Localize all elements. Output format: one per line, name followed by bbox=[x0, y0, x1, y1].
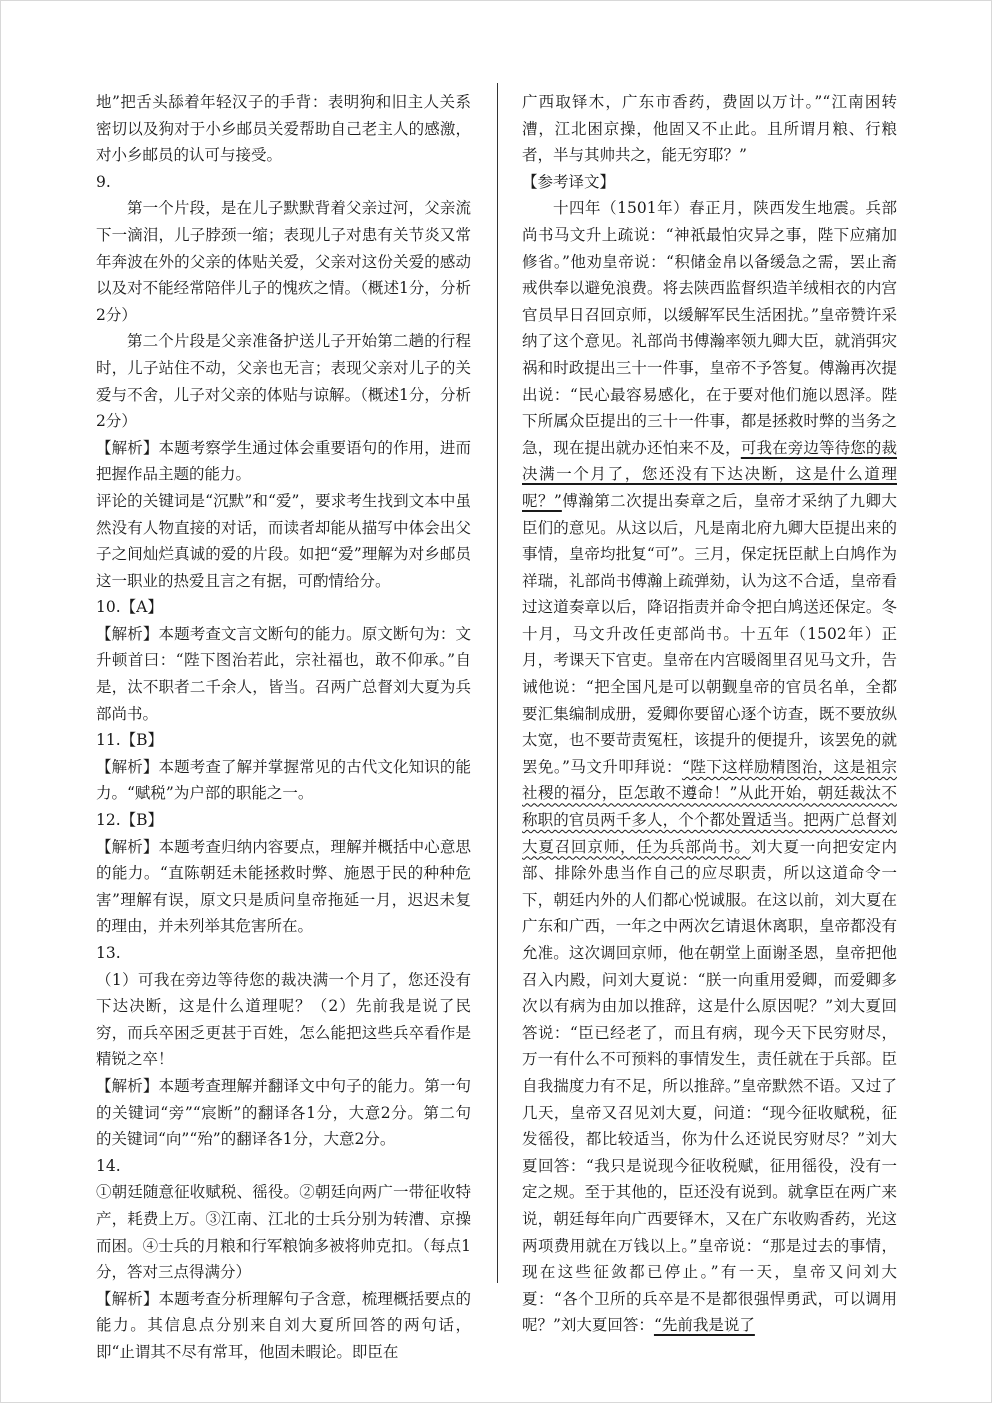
left-column bbox=[96, 89, 471, 1366]
left-para-13: （1）可我在旁边等待您的裁决满一个月了，您还没有下达决断，这是什么道理呢？（2）先前我是说了民穷，而兵卒困乏更甚于百姓，怎么能把这些兵卒看作是精锐之卒！ bbox=[96, 970, 471, 1069]
reference-translation-heading: 【参考译文】 bbox=[522, 172, 616, 191]
translation-text-a: 十四年（1501年）春正月，陕西发生地震。兵部尚书马文升上疏说：“神祇最怕灾异之事，陛下应痛加修省。”他劝皇帝说：“积储金帛以备缓急之需，罢止斋戒供奉以避免浪费。将去陕西监督织造羊绒相衣的内宫官员早日召回京师，以缓解军民生活困扰。”皇帝赞许采纳了这个意见。礼部尚书傅瀚率领九卿大臣，就消弭灾祸和时政提出三十一件事，皇帝不予答复。傅瀚再次提出说：“民心最容易感化，在于要对他们施以恩泽。陛下所属众臣提出的三十一件事，都是拯救时弊的当务之急，现在提出就办还怕来不及， bbox=[522, 199, 897, 457]
column-divider bbox=[497, 83, 498, 1283]
left-para-1: 9. bbox=[96, 172, 111, 191]
left-para-17: 【解析】本题考查分析理解句子含意，梳理概括要点的能力。其信息点分别来自刘大夏所回答的两句话，即“止谓其不尽有常耳，他固未暇论。即臣在 bbox=[96, 1289, 471, 1361]
left-para-14: 【解析】本题考查理解并翻译文中句子的能力。第一句的关键词“旁”“宸断”的翻译各1分，大意2分。第二句的关键词“向”“殆”的翻译各1分，大意2分。 bbox=[96, 1076, 471, 1149]
left-para-5: 评论的关键词是“沉默”和“爱”，要求考生找到文本中虽然没有人物直接的对话，而读者却能从描写中体会出父子之间灿烂真诚的爱的片段。如把“爱”理解为对乡邮员这一职业的热爱且言之有据，可酌情给分。 bbox=[96, 491, 471, 590]
left-para-2: 第一个片段，是在儿子默默背着父亲过河，父亲流下一滴泪，儿子脖颈一缩；表现儿子对患有关节炎又常年奔波在外的父亲的体贴关爱，父亲对这份关爱的感动以及对不能经常陪伴儿子的愧疚之情。（概述1分，分析2分） bbox=[96, 199, 471, 324]
right-para-0: 广西取铎木，广东市香药，费固以万计。”“江南困转漕，江北困京操，他固又不止此。且所谓月粮、行粮者，半与其帅共之，能无穷耶？” bbox=[522, 93, 897, 165]
left-para-15: 14. bbox=[96, 1156, 121, 1175]
underlined-sentence-2: “先前我是说了 bbox=[653, 1316, 755, 1335]
left-para-6: 10.【A】 bbox=[96, 598, 163, 617]
reference-translation-body bbox=[522, 195, 897, 1339]
translation-text-b: 傅瀚第二次提出奏章之后，皇帝才采纳了九卿大臣们的意见。从这以后，凡是南北府九卿大臣提出来的事情，皇帝均批复“可”。三月，保定抚臣献上白鸠作为祥瑞，礼部尚书傅瀚上疏弹劾，认为这不合适，皇帝看过这道奏章以后，降诏指责并命令把白鸠送还保定。冬十月，马文升改任吏部尚书。十五年（1502年）正月，考课天下官吏。皇帝在内宫暖阁里召见马文升，告诫他说：“把全国凡是可以朝觐皇帝的官员名单，全都要汇集编制成册，爱卿你要留心逐个访查，既不要放纵太宽，也不要苛责冤枉，该提升的便提升，该罢免的就罢免。”马文升叩拜说： bbox=[522, 491, 897, 776]
left-para-10: 12.【B】 bbox=[96, 811, 164, 830]
underlined-sentence-1: 可我在旁边等待您的裁决满一个月了，您还没有下达决断，这是什么道理呢？” bbox=[522, 438, 897, 510]
left-para-8: 11.【B】 bbox=[96, 731, 164, 750]
left-para-0: 地”把舌头舔着年轻汉子的手背：表明狗和旧主人关系密切以及狗对于小乡邮员关爱帮助自己老主人的感激，对小乡邮员的认可与接受。 bbox=[96, 93, 471, 165]
left-para-4: 【解析】本题考察学生通过体会重要语句的作用，进而把握作品主题的能力。 bbox=[96, 438, 471, 484]
wavy-underlined-sentence: “陛下这样励精图治，这是祖宗社稷的福分，臣怎敢不遵命！”从此开始，朝廷裁汰不称职的官员两千多人，个个都处置适当。把两广总督刘大夏召回京师，任为兵部尚书。 bbox=[522, 757, 897, 856]
left-para-11: 【解析】本题考查归纳内容要点，理解并概括中心意思的能力。“直陈朝廷未能拯救时弊、施恩于民的种种危害”理解有误，原文只是质问皇帝拖延一月，迟迟未复的理由，并未列举其危害所在。 bbox=[96, 837, 471, 936]
translation-text-c: 刘大夏一向把安定内部、排除外患当作自己的应尽职责，所以这道命令一下，朝廷内外的人们都心悦诚服。在这以前，刘大夏在广东和广西，一年之中两次乞请退休离职，皇帝都没有允准。这次调回京师，他在朝堂上面谢圣恩，皇帝把他召入内殿，问刘大夏说：“朕一向重用爱卿，而爱卿多次以有病为由加以推辞，这是什么原因呢？”刘大夏回答说：“臣已经老了，而且有病，现今天下民穷财尽，万一有什么不可预料的事情发生，责任就在于兵部。臣自我揣度力有不足，所以推辞。”皇帝默然不语。又过了几天，皇帝又召见刘大夏，问道：“现今征收赋税，征发徭役，都比较适当，你为什么还说民穷财尽？”刘大夏回答：“我只是说现今征收税赋，征用徭役，没有一定之规。至于其他的，臣还没有说到。就拿臣在两广来说，朝廷每年向广西要铎木，又在广东收购香药，光这两项费用就在万钱以上。”皇帝说：“那是过去的事情，现在这些征敛都已停止。”有一天，皇帝又问刘大夏：“各个卫所的兵卒是不是都很强悍勇武，可以调用呢？”刘大夏回答： bbox=[522, 837, 897, 1335]
right-column bbox=[522, 89, 897, 1339]
left-para-12: 13. bbox=[96, 944, 121, 962]
left-para-3: 第二个片段是父亲准备护送儿子开始第二趟的行程时，儿子站住不动，父亲也无言；表现父亲对儿子的关爱与不舍，儿子对父亲的体贴与谅解。（概述1分，分析2分） bbox=[96, 332, 471, 431]
left-para-7: 【解析】本题考查文言文断句的能力。原文断句为：文升顿首曰：“陛下图治若此，宗社福也，敢不仰承。”自是，汰不职者二千余人，皆当。召两广总督刘大夏为兵部尚书。 bbox=[96, 624, 471, 723]
left-para-9: 【解析】本题考查了解并掌握常见的古代文化知识的能力。“赋税”为户部的职能之一。 bbox=[96, 757, 471, 803]
left-para-16: ①朝廷随意征收赋税、徭役。②朝廷向两广一带征收特产，耗费上万。③江南、江北的士兵分别为转漕、京操而困。④士兵的月粮和行军粮饷多被将帅克扣。（每点1分，答对三点得满分） bbox=[96, 1183, 471, 1282]
